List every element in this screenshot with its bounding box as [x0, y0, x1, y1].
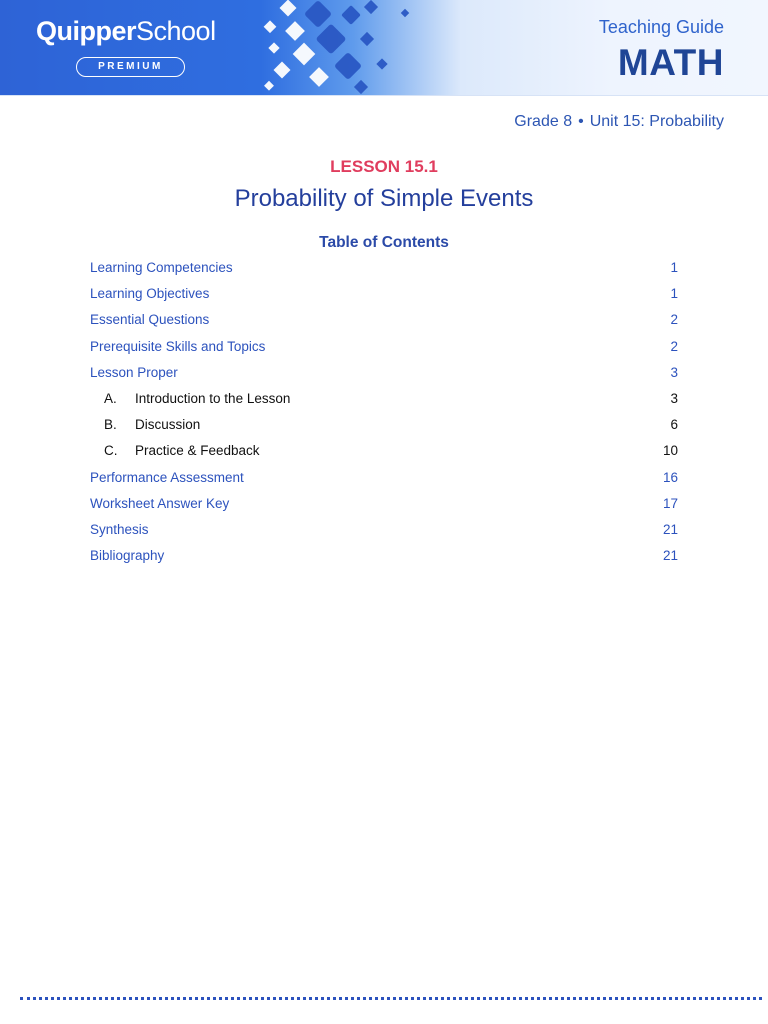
toc-item-learning-competencies[interactable]: [90, 256, 678, 282]
toc-subitem-letter: A.: [104, 390, 117, 406]
toc-item-label: Learning Competencies: [90, 260, 233, 275]
logo-brand-light: School: [136, 16, 216, 46]
toc-item-page: 6: [670, 417, 678, 433]
toc-heading: Table of Contents: [319, 234, 449, 251]
toc-subitem-letter: C.: [104, 443, 118, 459]
toc-item-page: 1: [670, 260, 678, 275]
toc-item-performance-assessment[interactable]: [90, 466, 678, 492]
subject-title: MATH: [617, 42, 724, 83]
toc-item-page: 21: [662, 521, 678, 537]
table-of-contents: [90, 256, 678, 570]
teaching-guide-label: Teaching Guide: [598, 17, 724, 37]
toc-item-worksheet-answer-key[interactable]: [90, 492, 678, 518]
toc-item-label: Introduction to the Lesson: [135, 390, 291, 406]
toc-item-label: Bibliography: [90, 548, 165, 564]
toc-item-learning-objectives[interactable]: [90, 282, 678, 308]
toc-item-label: Synthesis: [90, 521, 149, 537]
toc-item-page: 3: [670, 390, 678, 406]
quipper-school-logo: [36, 16, 216, 47]
breadcrumb: [514, 113, 724, 131]
breadcrumb-separator: •: [578, 113, 584, 130]
toc-subitem-letter: B.: [104, 417, 117, 433]
toc-subitem-discussion[interactable]: [90, 413, 678, 439]
toc-item-page: 2: [670, 338, 678, 354]
toc-item-label: Discussion: [135, 417, 201, 433]
toc-item-page: 17: [662, 495, 678, 511]
page-header: [0, 0, 768, 96]
toc-item-essential-questions[interactable]: [90, 308, 678, 334]
toc-item-label: Lesson Proper: [90, 364, 178, 380]
toc-subitem-practice-feedback[interactable]: [90, 439, 678, 465]
toc-item-label: Learning Objectives: [90, 286, 210, 302]
toc-item-page: 21: [662, 548, 678, 564]
toc-item-page: 3: [670, 364, 678, 380]
decorative-diamond-pattern: [262, 0, 422, 95]
toc-item-label: Performance Assessment: [90, 469, 244, 485]
toc-item-label: Worksheet Answer Key: [90, 495, 230, 511]
grade-label: Grade 8: [514, 113, 573, 130]
lesson-number: LESSON 15.1: [330, 157, 438, 176]
logo-brand-bold: Quipper: [36, 16, 137, 46]
premium-badge: PREMIUM: [76, 57, 185, 77]
toc-item-bibliography[interactable]: [90, 544, 678, 570]
toc-item-page: 16: [662, 469, 678, 485]
toc-item-page: 2: [670, 312, 678, 328]
toc-item-prerequisite-skills[interactable]: [90, 335, 678, 361]
toc-item-label: Practice & Feedback: [135, 443, 260, 459]
toc-item-page: 1: [670, 286, 678, 302]
toc-item-label: Prerequisite Skills and Topics: [90, 338, 266, 354]
toc-item-page: 10: [662, 443, 678, 459]
footer-dotted-divider: [20, 997, 762, 1000]
unit-label: Unit 15: Probability: [589, 113, 724, 130]
toc-subitem-introduction[interactable]: [90, 387, 678, 413]
lesson-title: Probability of Simple Events: [234, 185, 534, 212]
toc-item-lesson-proper[interactable]: [90, 361, 678, 387]
toc-item-synthesis[interactable]: [90, 518, 678, 544]
toc-item-label: Essential Questions: [90, 312, 210, 328]
